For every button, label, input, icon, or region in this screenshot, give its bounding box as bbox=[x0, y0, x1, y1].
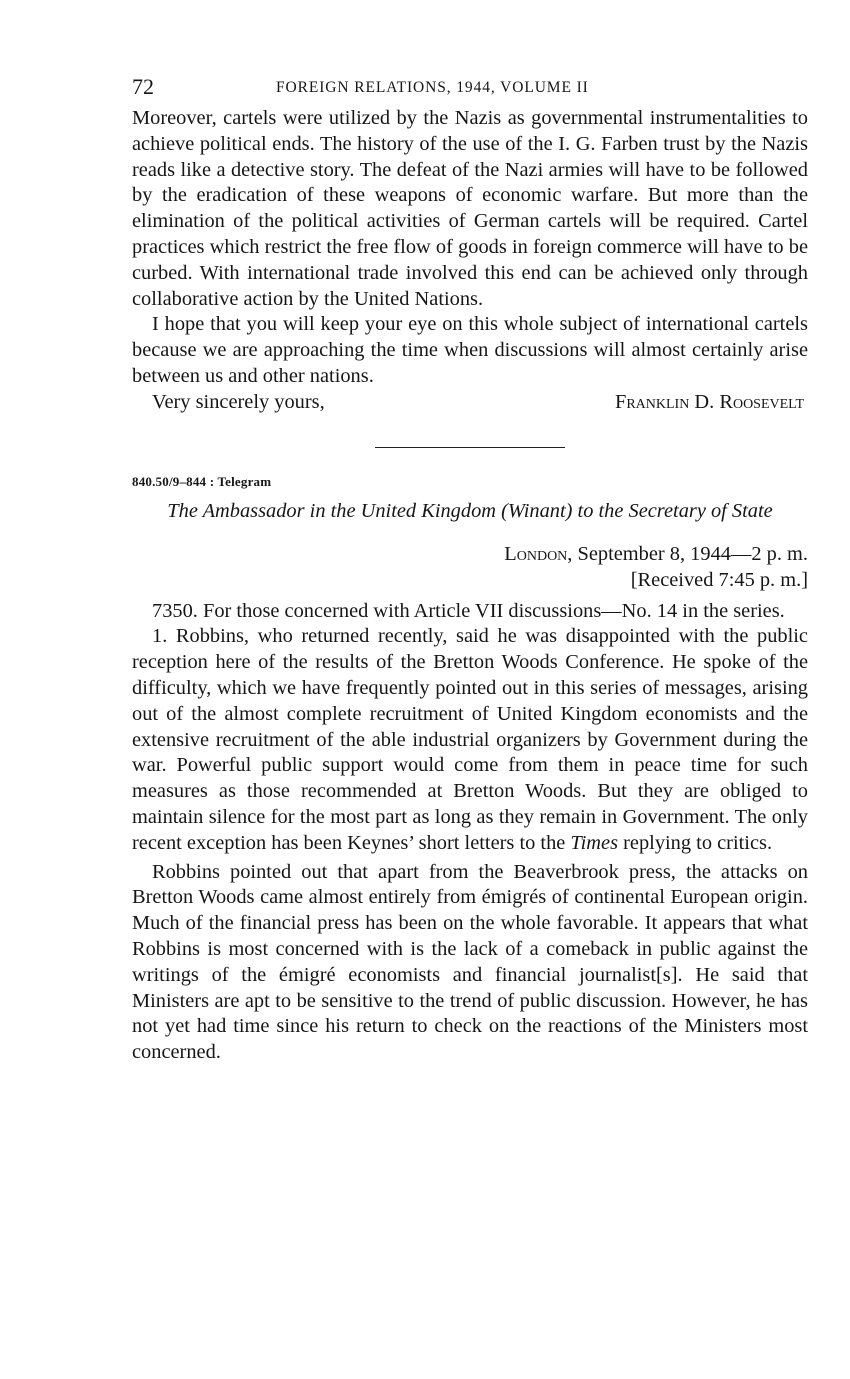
closing-phrase: Very sincerely yours, bbox=[152, 390, 325, 413]
document-page bbox=[132, 70, 808, 1066]
running-title: FOREIGN RELATIONS, 1944, VOLUME II bbox=[276, 79, 589, 96]
telegram-paragraph-1-text: 1. Robbins, who returned recently, said he was disappointed with the public reception here of the results of the Bretton Woods Conference. He spoke of the difficulty, which we have frequently pointed out in this series of messages, arising out of the almost complete recruitment of United Kingdom economists and the extensive recruitment of the able industrial organizers by Government during the war. Powerful public support would come from them in peace time for such measures as those recommended at Bretton Woods. But they are obliged to maintain silence for the most part as long as they remain in Government. The only recent exception has been Keynes’ short letters to the bbox=[132, 625, 808, 854]
telegram-paragraph-1-end: replying to critics. bbox=[618, 831, 773, 854]
letter-paragraph-1: Moreover, cartels were utilized by the Nazis as governmental instrumentalities to achieve political ends. The history of the use of the I. G. Farben trust by the Nazis reads like a detective story. The defeat of the Nazi armies will have to be followed by the eradication of these weapons of economic warfare. But more than the elimination of the political activities of German cartels will be required. Cartel practices which restrict the free flow of goods in foreign commerce will have to be curbed. With international trade involved this end can be achieved only through collaborative action by the United Nations. bbox=[132, 107, 808, 310]
file-reference: 840.50/9–844 : Telegram bbox=[132, 473, 272, 489]
dateline-place: London bbox=[504, 542, 568, 565]
running-header bbox=[132, 70, 808, 106]
document-title: The Ambassador in the United Kingdom (Winant) to the Secretary of State bbox=[167, 499, 773, 522]
telegram-paragraph-2: Robbins pointed out that apart from the Beaverbrook press, the attacks on Bretton Woods came almost entirely from émigrés of continental European origin. Much of the financial press has been on the whole favorable. It appears that what Robbins is most concerned with is the lack of a comeback in public against the writings of the émigré economists and financial journalist[s]. He said that Ministers are apt to be sensitive to the trend of public discussion. However, he has not yet had time since his return to check on the reactions of the Ministers most concerned. bbox=[132, 860, 808, 1064]
newspaper-title: Times bbox=[570, 831, 619, 854]
telegram-intro: 7350. For those concerned with Article VII discussions—No. 14 in the series. bbox=[152, 599, 785, 622]
dateline-date: , September 8, 1944—2 p. m. bbox=[567, 542, 808, 565]
section-divider bbox=[375, 447, 565, 448]
signature: Franklin D. Roosevelt bbox=[615, 390, 804, 413]
received-note: [Received 7:45 p. m.] bbox=[630, 568, 808, 591]
telegram-paragraph-1 bbox=[132, 624, 808, 856]
letter-paragraph-2: I hope that you will keep your eye on this whole subject of international cartels because we are approaching the time when discussions will almost certainly arise between us and other nations. bbox=[132, 313, 808, 387]
dateline bbox=[132, 541, 808, 567]
page-number: 72 bbox=[132, 74, 154, 99]
letter-closing bbox=[132, 390, 808, 416]
